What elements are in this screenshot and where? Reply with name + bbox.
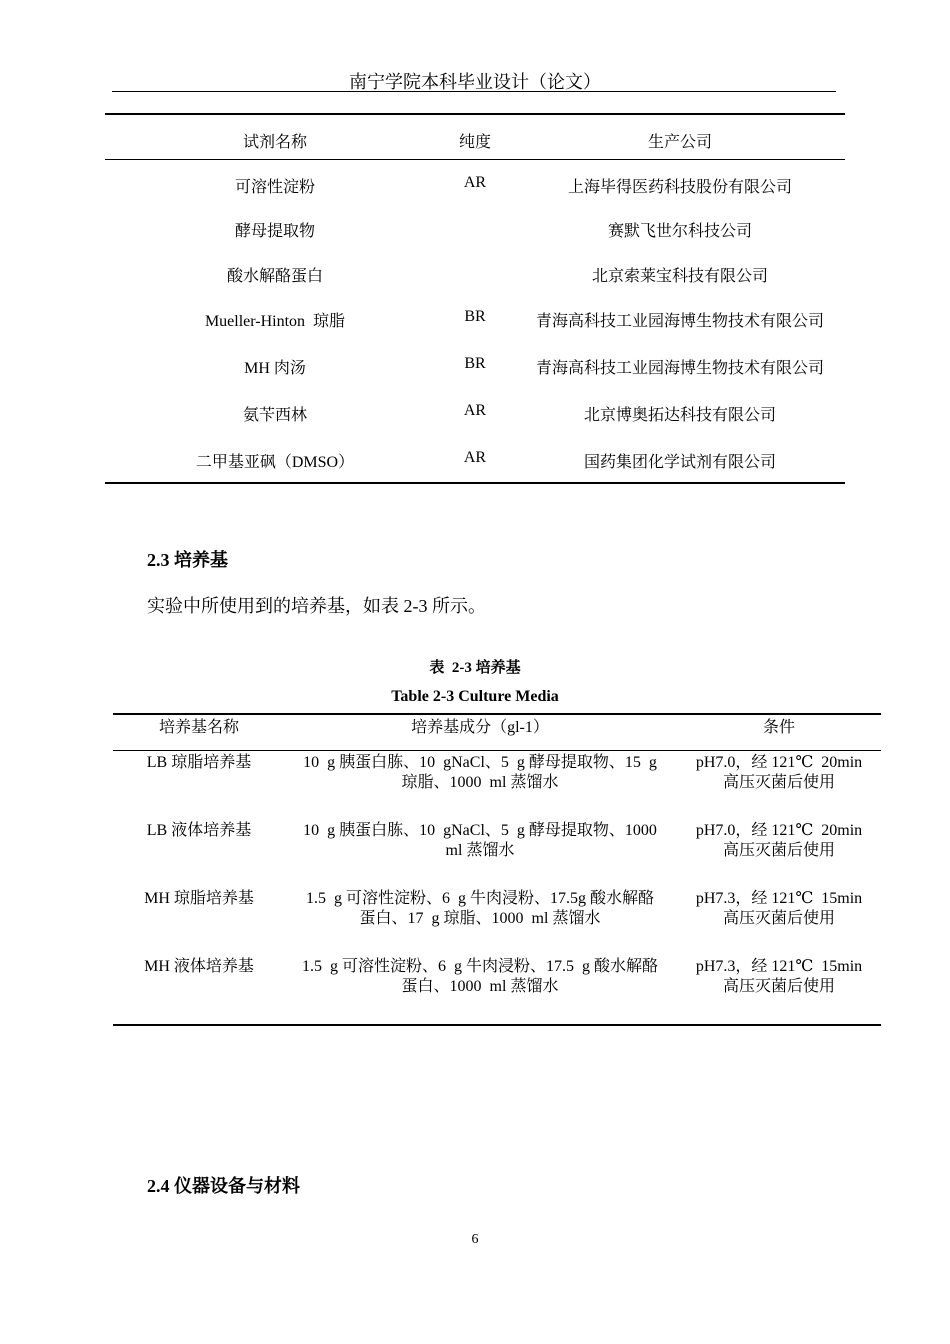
section-heading-culture-media: 2.3 培养基	[147, 550, 228, 570]
medium-composition-line1: 1.5 g 可溶性淀粉、6 g 牛肉浸粉、17.5g 酸水解酪	[305, 890, 654, 907]
reagent-name: 二甲基亚砜（DMSO）	[195, 454, 355, 471]
medium-condition-line2: 高压灭菌后使用	[722, 910, 835, 927]
medium-composition-line2: 蛋白、1000 ml 蒸馏水	[401, 978, 559, 995]
reagent-name: MH 肉汤	[244, 360, 306, 377]
table-top-rule	[113, 713, 881, 715]
reagent-purity: AR	[463, 449, 487, 466]
table-bottom-rule	[105, 482, 845, 484]
reagent-purity: BR	[464, 355, 486, 372]
medium-condition-line1: pH7.0，经 121℃ 20min	[695, 754, 863, 771]
medium-condition-line1: pH7.3，经 121℃ 15min	[695, 958, 863, 975]
page-header-title: 南宁学院本科毕业设计（论文）	[349, 72, 601, 92]
column-header-reagent-name: 试剂名称	[242, 134, 307, 151]
section-heading-instruments: 2.4 仪器设备与材料	[147, 1176, 300, 1196]
reagent-company: 赛默飞世尔科技公司	[607, 223, 752, 240]
table-header-rule	[105, 159, 845, 160]
medium-composition-line1: 10 g 胰蛋白胨、10 gNaCl、5 g 酵母提取物、15 g	[303, 754, 657, 771]
column-header-medium-name: 培养基名称	[158, 719, 239, 736]
medium-condition-line1: pH7.0，经 121℃ 20min	[695, 822, 863, 839]
reagent-company: 国药集团化学试剂有限公司	[583, 454, 776, 471]
medium-composition-line1: 10 g 胰蛋白胨、10 gNaCl、5 g 酵母提取物、1000	[303, 822, 657, 839]
page-number: 6	[471, 1232, 479, 1247]
table-caption-cn: 表 2-3 培养基	[429, 660, 521, 676]
column-header-purity: 纯度	[458, 134, 491, 151]
medium-composition-line2: 蛋白、17 g 琼脂、1000 ml 蒸馏水	[359, 910, 601, 927]
medium-name: MH 液体培养基	[144, 958, 254, 975]
column-header-conditions: 条件	[762, 719, 795, 736]
reagent-name: 酵母提取物	[234, 223, 315, 240]
header-rule	[112, 91, 836, 92]
column-header-company: 生产公司	[647, 134, 712, 151]
reagent-company: 上海毕得医药科技股份有限公司	[567, 179, 792, 196]
reagent-name: 氨苄西林	[242, 407, 307, 424]
reagent-company: 青海高科技工业园海博生物技术有限公司	[535, 360, 824, 377]
medium-name: LB 液体培养基	[146, 822, 252, 839]
reagent-purity: BR	[464, 308, 486, 325]
column-header-composition: 培养基成分（gl-1）	[411, 719, 549, 736]
reagent-name: Mueller-Hinton 琼脂	[204, 313, 346, 330]
medium-composition-line2: 琼脂、1000 ml 蒸馏水	[401, 774, 559, 791]
table-caption-en: Table 2-3 Culture Media	[391, 688, 559, 705]
medium-condition-line2: 高压灭菌后使用	[722, 978, 835, 995]
medium-name: MH 琼脂培养基	[144, 890, 254, 907]
reagent-purity: AR	[463, 402, 487, 419]
medium-condition-line1: pH7.3，经 121℃ 15min	[695, 890, 863, 907]
reagent-company: 青海高科技工业园海博生物技术有限公司	[535, 313, 824, 330]
table-header-rule	[113, 750, 881, 751]
reagent-purity: AR	[463, 174, 487, 191]
medium-composition-line1: 1.5 g 可溶性淀粉、6 g 牛肉浸粉、17.5 g 酸水解酪	[301, 958, 658, 975]
medium-name: LB 琼脂培养基	[146, 754, 252, 771]
reagent-company: 北京博奥拓达科技有限公司	[583, 407, 776, 424]
medium-condition-line2: 高压灭菌后使用	[722, 842, 835, 859]
reagent-name: 酸水解酪蛋白	[226, 268, 323, 285]
medium-condition-line2: 高压灭菌后使用	[722, 774, 835, 791]
reagent-company: 北京索莱宝科技有限公司	[591, 268, 768, 285]
body-paragraph: 实验中所使用到的培养基，如表 2-3 所示。	[147, 596, 486, 616]
medium-composition-line2: ml 蒸馏水	[445, 842, 515, 859]
reagent-name: 可溶性淀粉	[234, 179, 315, 196]
table-top-rule	[105, 113, 845, 115]
table-bottom-rule	[113, 1024, 881, 1026]
